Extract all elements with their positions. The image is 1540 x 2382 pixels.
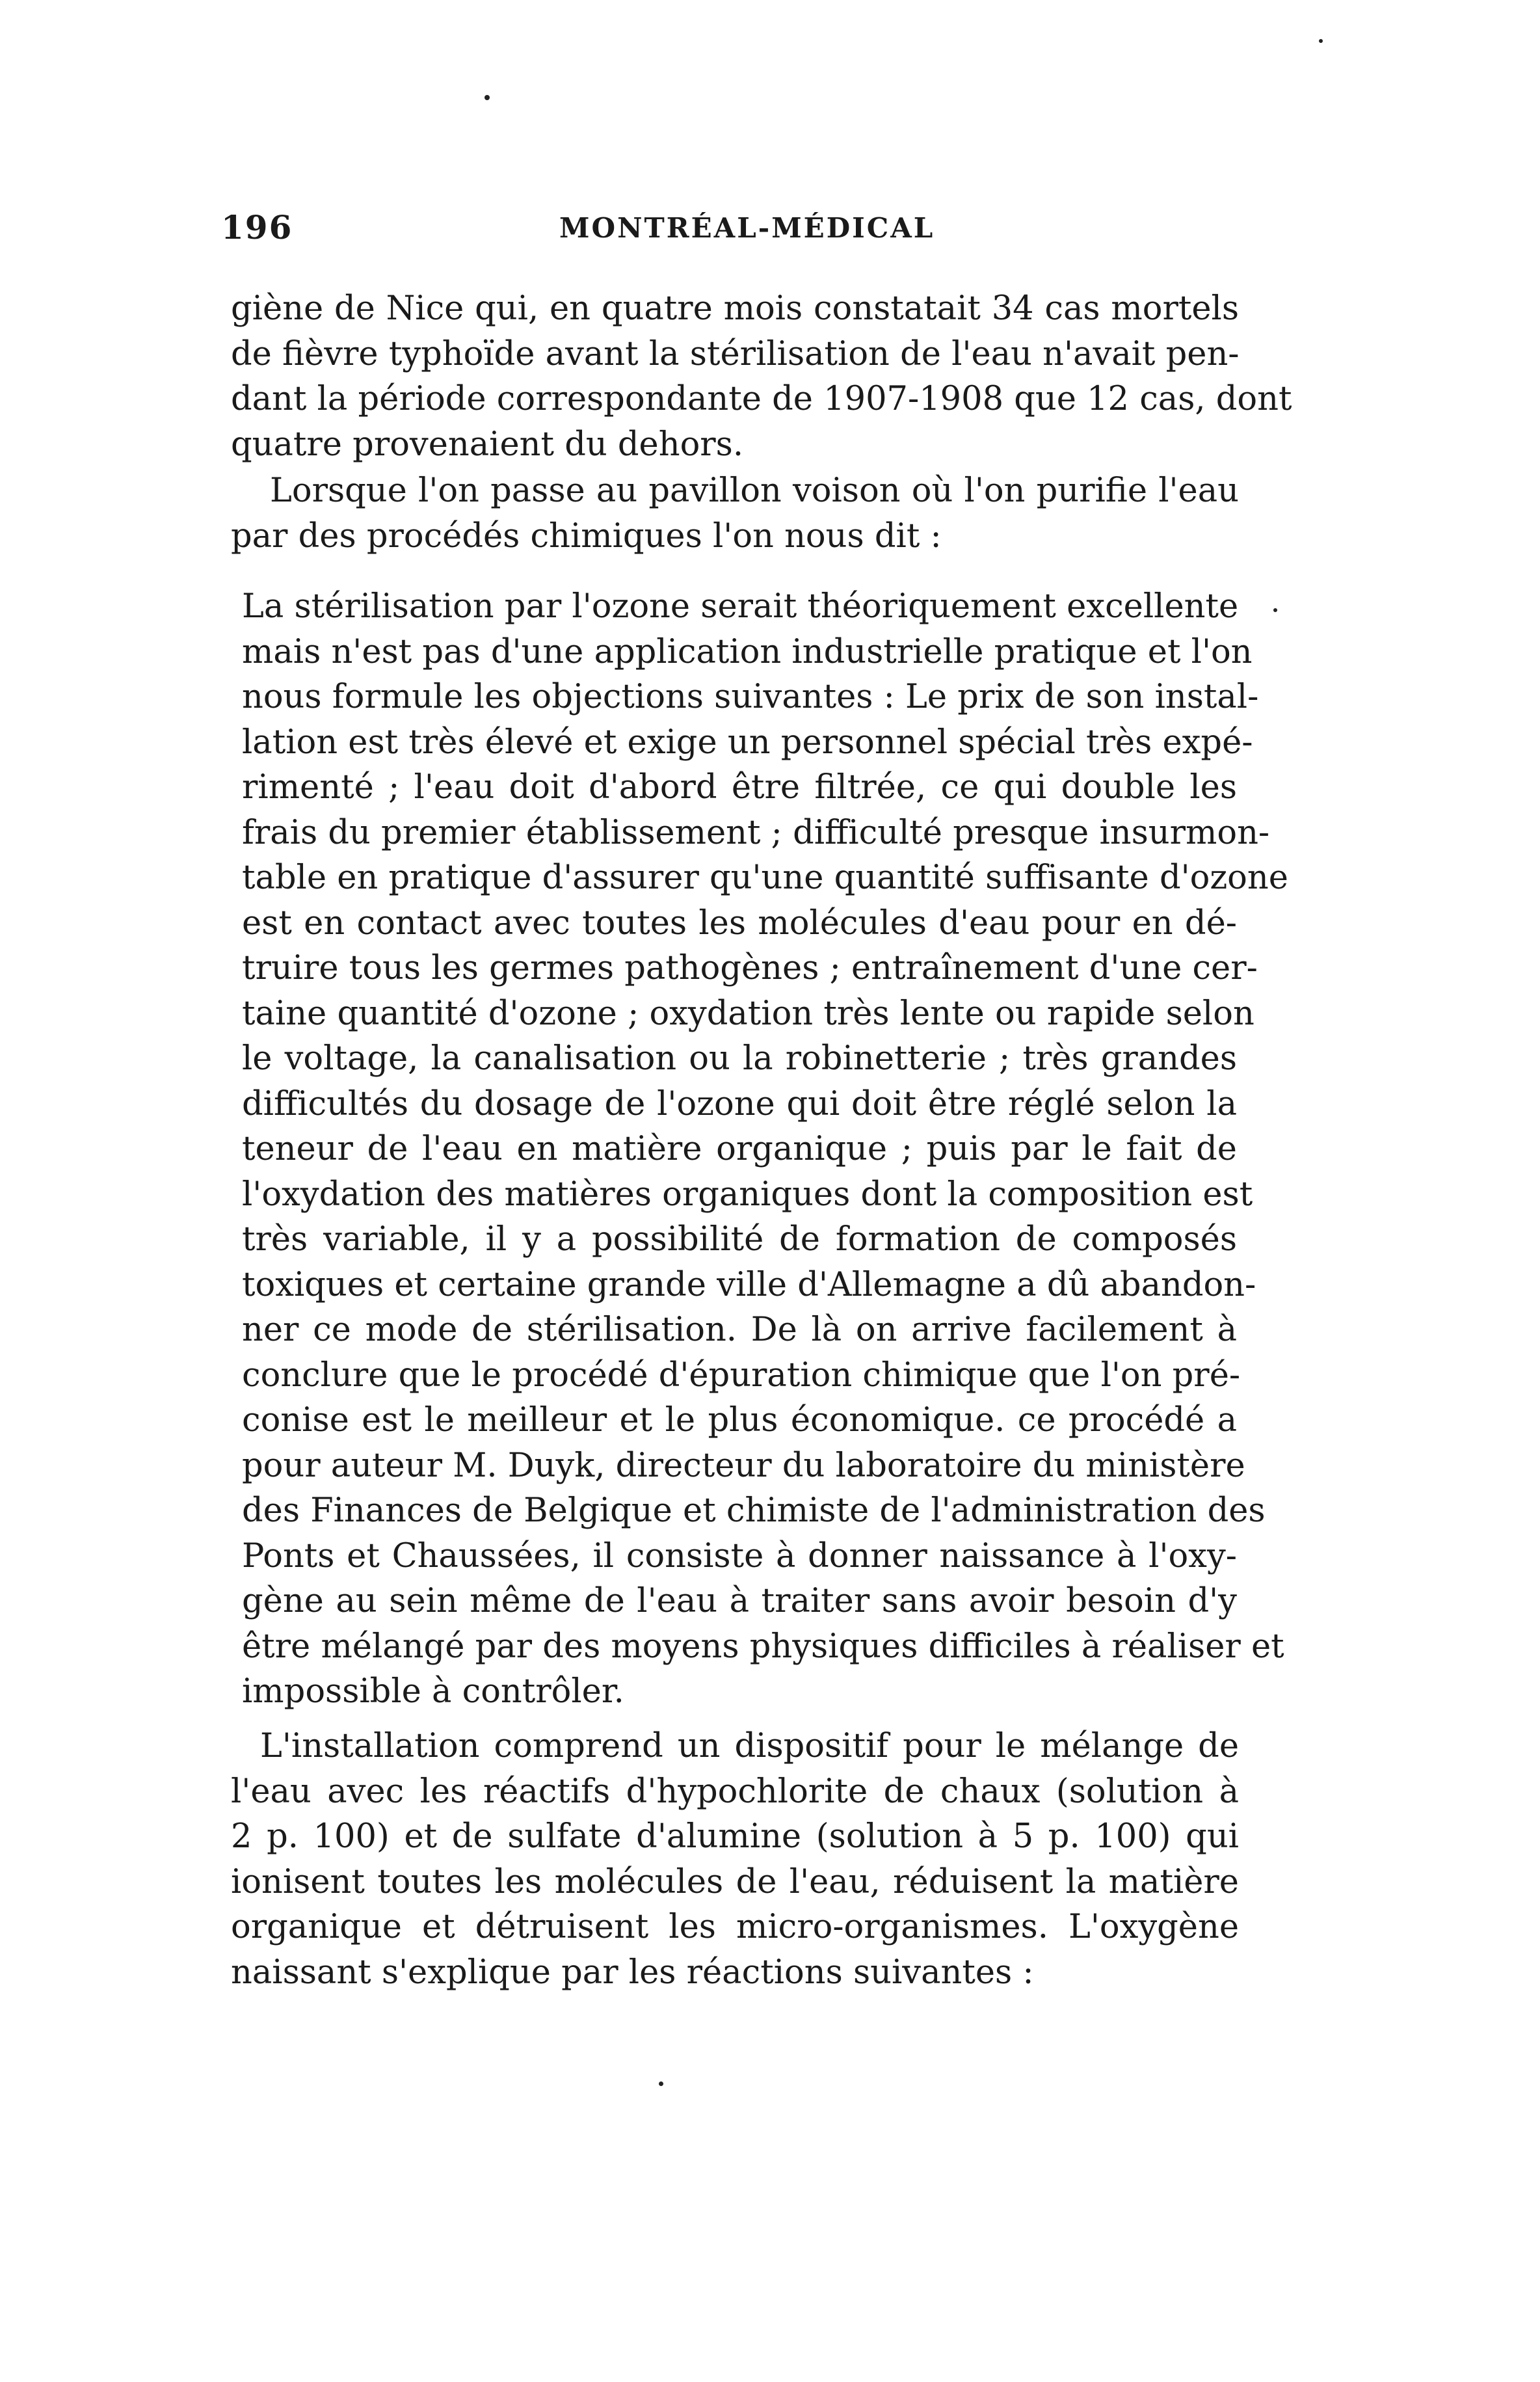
text-line: lation est très élevé et exige un personnel spécial très expé-: [242, 723, 1253, 762]
text-line: 2 p. 100) et de sulfate d'alumine (solution à 5 p. 100) qui: [231, 1817, 1239, 1856]
text-line: rimenté ; l'eau doit d'abord être filtrée, ce qui double les: [242, 768, 1237, 807]
text-line: giène de Nice qui, en quatre mois constatait 34 cas mortels: [231, 289, 1239, 328]
text-line: ner ce mode de stérilisation. De là on arrive facilement à: [242, 1311, 1237, 1349]
text-line: teneur de l'eau en matière organique ; puis par le fait de: [242, 1130, 1237, 1168]
text-line: pour auteur M. Duyk, directeur du laboratoire du ministère: [242, 1446, 1245, 1485]
ink-speck: [1319, 39, 1323, 43]
paragraph-intro: [231, 286, 1292, 467]
text-line: L'installation comprend un dispositif pour le mélange de: [260, 1727, 1239, 1765]
text-line: le voltage, la canalisation ou la robinetterie ; très grandes: [242, 1039, 1237, 1078]
ink-speck: [659, 2081, 663, 2086]
text-line: quatre provenaient du dehors.: [231, 425, 744, 464]
text-line: dant la période correspondante de 1907-1908 que 12 cas, dont: [231, 380, 1292, 418]
text-line: être mélangé par des moyens physiques difficiles à réaliser et: [242, 1627, 1284, 1666]
text-line: ionisent toutes les molécules de l'eau, réduisent la matière: [231, 1862, 1239, 1901]
paragraph-pavilion: [231, 468, 1239, 559]
text-line: table en pratique d'assurer qu'une quantité suffisante d'ozone: [242, 859, 1288, 897]
text-line: conclure que le procédé d'épuration chimique que l'on pré-: [242, 1356, 1241, 1395]
text-line: gène au sein même de l'eau à traiter sans avoir besoin d'y: [242, 1582, 1237, 1620]
text-line: La stérilisation par l'ozone serait théoriquement excellente: [242, 587, 1239, 626]
text-line: mais n'est pas d'une application industrielle pratique et l'on: [242, 632, 1253, 671]
text-line: très variable, il y a possibilité de formation de composés: [242, 1220, 1237, 1259]
text-line: des Finances de Belgique et chimiste de l'administration des: [242, 1492, 1266, 1530]
text-line: Ponts et Chaussées, il consiste à donner naissance à l'oxy-: [242, 1536, 1237, 1575]
quoted-passage: [242, 584, 1288, 1715]
text-line: impossible à contrôler.: [242, 1672, 624, 1711]
text-line: par des procédés chimiques l'on nous dit :: [231, 516, 942, 555]
text-line: l'oxydation des matières organiques dont la composition est: [242, 1175, 1253, 1214]
text-line: toxiques et certaine grande ville d'Allemagne a dû abandon-: [242, 1265, 1256, 1304]
text-line: naissant s'explique par les réactions suivantes :: [231, 1953, 1034, 1992]
ink-speck: [485, 95, 490, 100]
text-line: truire tous les germes pathogènes ; entraînement d'une cer-: [242, 949, 1258, 987]
page-number: 196: [221, 208, 293, 247]
text-line: taine quantité d'ozone ; oxydation très lente ou rapide selon: [242, 994, 1255, 1033]
text-line: de fièvre typhoïde avant la stérilisation de l'eau n'avait pen-: [231, 334, 1240, 373]
text-line: est en contact avec toutes les molécules d'eau pour en dé-: [242, 903, 1237, 943]
text-line: Lorsque l'on passe au pavillon voison où l'on purifie l'eau: [270, 472, 1239, 510]
running-title: MONTRÉAL-MÉDICAL: [559, 212, 935, 244]
text-line: organique et détruisent les micro-organismes. L'oxygène: [231, 1908, 1239, 1946]
page-header: [221, 208, 1236, 260]
text-line: l'eau avec les réactifs d'hypochlorite de chaux (solution à: [231, 1772, 1239, 1811]
paragraph-installation: [231, 1724, 1239, 1995]
ink-speck: [1273, 608, 1277, 612]
text-line: conise est le meilleur et le plus économique. ce procédé a: [242, 1401, 1237, 1439]
text-line: difficultés du dosage de l'ozone qui doit être réglé selon la: [242, 1084, 1237, 1123]
text-line: frais du premier établissement ; difficulté presque insurmon-: [242, 813, 1270, 852]
text-line: nous formule les objections suivantes : Le prix de son instal-: [242, 678, 1259, 716]
